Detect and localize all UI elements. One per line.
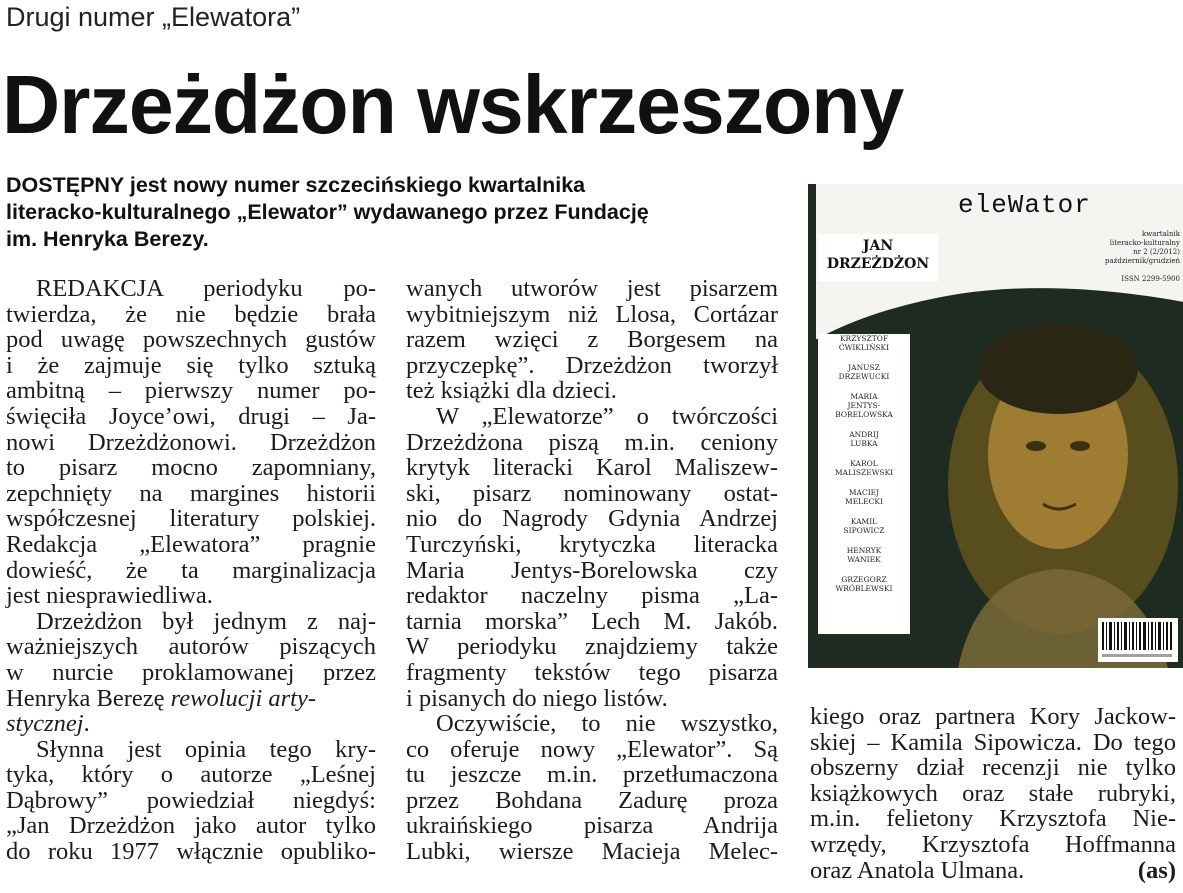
text-line: wrzędy, Krzysztofa Hoffmanna <box>810 830 1176 858</box>
text-line: nio do Nagrody Gdynia Andrzej <box>406 505 778 533</box>
text-line: święciła Joyce’owi, drugi – Ja- <box>6 402 376 430</box>
contributor-first: GRZEGORZ <box>841 575 887 584</box>
text-line: do roku 1977 włącznie opubliko- <box>6 838 376 866</box>
contributor-first: KRZYSZTOF <box>839 334 889 343</box>
contributor-first: HENRYK <box>846 546 882 555</box>
text-span: Henryka Berezę <box>6 684 165 712</box>
contributor-last: ĆWIKLIŃSKI <box>838 343 890 352</box>
contributor-last: BORELOWSKA <box>835 410 893 419</box>
text-line <box>6 686 376 712</box>
text-line: redaktor naczelny pisma „La- <box>406 582 778 610</box>
magazine-cover-image <box>808 184 1183 668</box>
italic-phrase: stycznej <box>6 710 84 738</box>
text-line: przyczepkę”. Drzeżdżon tworzył <box>406 351 778 379</box>
issue-line: październik/grudzień <box>1105 257 1180 265</box>
column-1 <box>6 276 376 865</box>
text-line: „Jan Drzeżdżon jako autor tylko <box>6 812 376 840</box>
contributor-name <box>818 517 910 535</box>
text-line: i że zajmuje się tylko sztuką <box>6 351 376 379</box>
text-line: stycznej. <box>6 710 90 738</box>
text-span: oraz Anatola Ulmana. <box>810 856 1025 884</box>
contributor-first: KAROL <box>850 459 878 468</box>
text-line: tyka, który o autorze „Leśnej <box>6 761 376 789</box>
text-line: m.in. felietony Krzysztofa Nie- <box>810 805 1176 833</box>
contributor-last: DRZEWUCKI <box>838 372 890 381</box>
issue-line: ISSN 2299-5900 <box>1121 275 1180 283</box>
author-signature: (as) <box>1137 856 1176 884</box>
column-3 <box>810 704 1176 883</box>
lead-line: im. Henryka Berezy. <box>6 227 209 251</box>
contributor-first: MARIA <box>850 392 878 401</box>
text-line: Maria Jentys-Borelowska czy <box>406 556 778 584</box>
contributor-name <box>818 392 910 419</box>
contributor-first: ANDRIJ <box>849 430 879 439</box>
text-line: skiej – Kamila Sipowicza. Do tego <box>810 728 1176 756</box>
text-line: zepchnięty na margines historii <box>6 479 376 507</box>
text-line: co oferuje nowy „Elewator”. Są <box>406 735 778 763</box>
text-line: Dąbrowy” powiedział niegdyś: <box>6 786 376 814</box>
contributor-last: LUBKA <box>850 439 878 448</box>
text-line: i pisanych do niego listów. <box>406 684 668 712</box>
column-2 <box>406 276 778 865</box>
text-line: razem wzięci z Borgesem na <box>406 326 778 354</box>
contributor-name <box>818 575 910 593</box>
cover-author <box>818 234 938 281</box>
text-line: też książki dla dzieci. <box>406 377 617 405</box>
text-line <box>810 858 1176 884</box>
text-line: fragmenty tekstów tego pisarza <box>406 658 778 686</box>
issue-spacer <box>1090 266 1180 275</box>
text-line: W periodyku znajdziemy także <box>406 633 778 661</box>
contributor-name <box>818 430 910 448</box>
article-kicker: Drugi numer „Elewatora” <box>6 2 301 32</box>
text-line: REDAKCJA periodyku po- <box>36 275 376 302</box>
text-line: krytyk literacki Karol Maliszew- <box>406 454 778 482</box>
text-line: ukraińskiego pisarza Andrija <box>406 812 778 840</box>
lead-line: literacko-kulturalnego „Elewator” wydawanego przez Fundację <box>6 200 649 224</box>
contributor-last: JENTYS- <box>847 401 881 410</box>
italic-phrase: rewolucji arty- <box>170 684 316 712</box>
text-line: Słynna jest opinia tego kry- <box>36 735 376 763</box>
text-line: jest niesprawiedliwa. <box>6 582 213 610</box>
cover-contributors <box>818 334 910 634</box>
article-lead <box>6 172 786 253</box>
contributor-name <box>818 546 910 564</box>
text-line: Drzeżdżona piszą m.in. ceniony <box>406 428 778 456</box>
contributor-last: WANIEK <box>847 555 881 564</box>
text-line: W „Elewatorze” o twórczości <box>436 402 778 430</box>
text-line: dowieść, że ta marginalizacja <box>6 556 376 584</box>
text-line: ski, pisarz nominowany ostat- <box>406 479 778 507</box>
text-line: to pisarz mocno zapomniany, <box>6 454 376 482</box>
text-line: Drzeżdżon był jednym z naj- <box>36 607 376 635</box>
lead-line: DOSTĘPNY jest nowy numer szczecińskiego kwartalnika <box>6 173 586 197</box>
barcode-icon <box>1098 618 1178 662</box>
cover-author-line: DRZEŻDŻON <box>826 256 930 272</box>
contributor-first: KAMIL <box>850 517 878 526</box>
text-line: obszerny dział recenzji nie tylko <box>810 754 1176 782</box>
text-line: wanych utworów jest pisarzem <box>406 275 778 302</box>
text-line: Redakcja „Elewatora” pragnie <box>6 530 376 558</box>
text-line: wybitniejszym niż Llosa, Cortázar <box>406 300 778 328</box>
issue-info <box>1090 230 1180 284</box>
contributor-name <box>818 363 910 381</box>
contributor-first: MACIEJ <box>848 488 880 497</box>
issue-line: nr 2 (2/2012) <box>1133 248 1180 256</box>
contributor-last: SIPOWICZ <box>843 526 885 535</box>
issue-line: literacko-kulturalny <box>1109 239 1180 247</box>
text-line: tarnia morska” Lech M. Jakób. <box>406 607 778 635</box>
text-line: przez Bohdana Zadurę proza <box>406 786 778 814</box>
article-headline: Drzeżdżon wskrzeszony <box>2 58 904 151</box>
text-line: współczesnej literatury polskiej. <box>6 505 376 533</box>
text-line: Lubki, wiersze Macieja Melec- <box>406 838 778 866</box>
text-line: tu jeszcze m.in. przetłumaczona <box>406 761 778 789</box>
text-line: twierdza, że nie będzie brała <box>6 300 376 328</box>
text-line: pod uwagę powszechnych gustów <box>6 326 376 354</box>
contributor-first: JANUSZ <box>848 363 880 372</box>
barcode-graphic <box>1098 618 1178 662</box>
text-line: ambitną – pierwszy numer po- <box>6 377 376 405</box>
contributor-name <box>818 459 910 477</box>
text-line: książkowych oraz stałe rubryki, <box>810 779 1176 807</box>
contributor-last: MELECKI <box>845 497 883 506</box>
contributor-name <box>818 488 910 506</box>
text-line: Oczywiście, to nie wszystko, <box>436 710 778 738</box>
text-line: nowi Drzeżdżonowi. Drzeżdżon <box>6 428 376 456</box>
cover-author-line: JAN <box>862 238 894 254</box>
contributor-last: MALISZEWSKI <box>834 468 894 477</box>
magazine-logo: eleWator <box>958 190 1091 220</box>
text-line: Turczyński, krytyczka literacka <box>406 530 778 558</box>
contributor-name <box>818 334 910 352</box>
text-line: w nurcie proklamowanej przez <box>6 658 376 686</box>
text-line: kiego oraz partnera Kory Jackow- <box>810 703 1176 730</box>
issue-line: kwartalnik <box>1142 230 1180 238</box>
contributor-last: WRÓBLEWSKI <box>835 584 893 593</box>
text-line: ważniejszych autorów piszących <box>6 633 376 661</box>
